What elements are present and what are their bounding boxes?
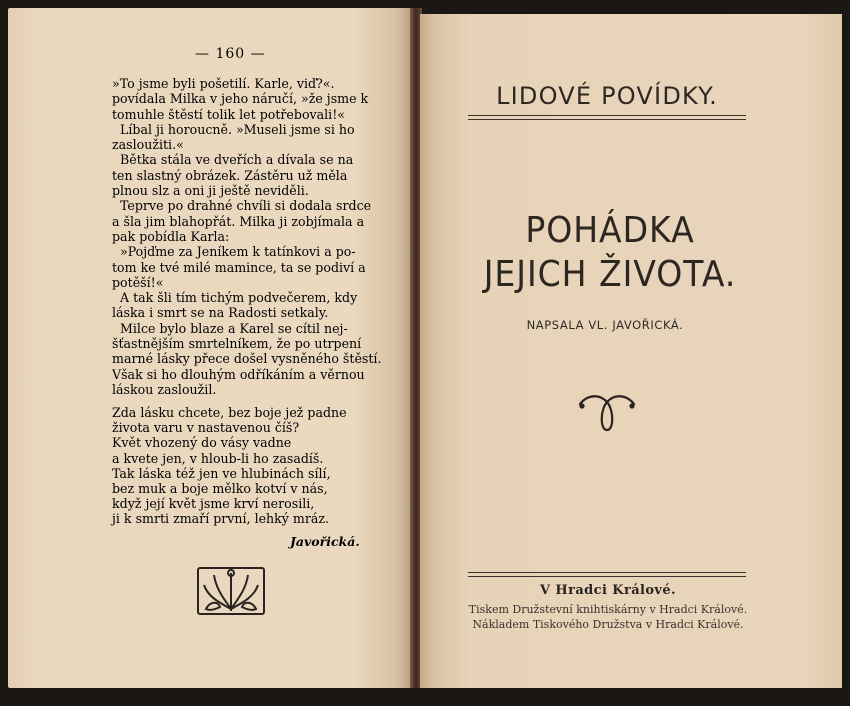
prose-line: Teprve po drahné chvíli si dodala srdce — [120, 198, 372, 214]
prose-line: povídala Milka v jeho náručí, »že jsme k — [112, 91, 369, 107]
prose-line: pak pobídla Karla: — [112, 228, 230, 244]
scroll-flourish-icon — [578, 392, 636, 434]
prose-line: plnou slz a oni ji ještě neviděli. — [112, 183, 309, 199]
closing-poem — [112, 405, 372, 527]
imprint-rule — [468, 572, 746, 577]
prose-line: Však si ho dlouhým odříkáním a věrnou — [112, 366, 365, 382]
prose-line: láskou zasloužil. — [112, 381, 217, 397]
series-title: LIDOVÉ POVÍDKY. — [496, 82, 718, 110]
book-title-line-1: POHÁDKA — [525, 210, 695, 251]
prose-line: a šla jim blahopřát. Milka ji zobjímala a — [112, 213, 365, 229]
prose-line: A tak šli tím tichým podvečerem, kdy — [120, 290, 358, 306]
poem-line: Květ vhozený do vásy vadne — [112, 435, 292, 451]
poem-line: když její květ jsme krví nerosili, — [112, 496, 315, 512]
prose-line: šťastnějším smrtelníkem, že po utrpení — [112, 336, 362, 352]
book-bottom-edge — [0, 688, 850, 706]
book-title-line-2: JEJICH ŽIVOTA. — [483, 254, 737, 295]
author-signature: Javořická. — [290, 534, 360, 549]
poem-line: ji k smrti zmaří první, lehký mráz. — [112, 511, 330, 527]
prose-line: Líbal ji horoucně. »Museli jsme si ho — [120, 121, 355, 137]
prose-line: zasloužiti.« — [112, 137, 184, 153]
poem-line: bez muk a boje mělko kotví v nás, — [112, 481, 328, 497]
prose-line: Milce bylo blaze a Karel se cítil nej- — [120, 320, 348, 336]
palmette-ornament-icon — [196, 565, 266, 617]
prose-line: Bětka stála ve dveřích a dívala se na — [120, 152, 354, 168]
page-number: — 160 — — [195, 46, 266, 62]
publisher-line: Nákladem Tiskového Družstva v Hradci Králové. — [472, 618, 744, 631]
story-ending-text — [112, 76, 380, 397]
prose-line: láska i smrt se na Radosti setkaly. — [112, 305, 329, 321]
printer-line: Tiskem Družstevní knihtiskárny v Hradci Králové. — [468, 603, 748, 616]
publication-place: V Hradci Králové. — [540, 583, 676, 598]
poem-line: života varu v nastavenou číš? — [112, 420, 300, 436]
prose-line: »To jsme byli pošetilí. Karle, viď?«. — [112, 76, 335, 91]
series-rule — [468, 115, 746, 120]
prose-line: ten slastný obrázek. Zástěru už měla — [112, 167, 348, 183]
prose-line: marné lásky přece došel vysněného štěstí. — [112, 351, 382, 367]
prose-line: tom ke tvé milé mamince, ta se podiví a — [112, 259, 366, 275]
prose-line: »Pojďme za Jeníkem k tatínkovi a po- — [120, 244, 356, 260]
prose-line: potěší!« — [112, 274, 164, 290]
prose-line: tomuhle štěstí tolik let potřebovali!« — [112, 106, 345, 122]
poem-line: a kvete jen, v hloub-li ho zasadíš. — [112, 450, 324, 466]
poem-line: Zda lásku chcete, bez boje jež padne — [112, 405, 347, 420]
author-line: NAPSALA VL. JAVOŘICKÁ. — [526, 318, 684, 332]
poem-line: Tak láska též jen ve hlubinách sílí, — [112, 465, 331, 481]
